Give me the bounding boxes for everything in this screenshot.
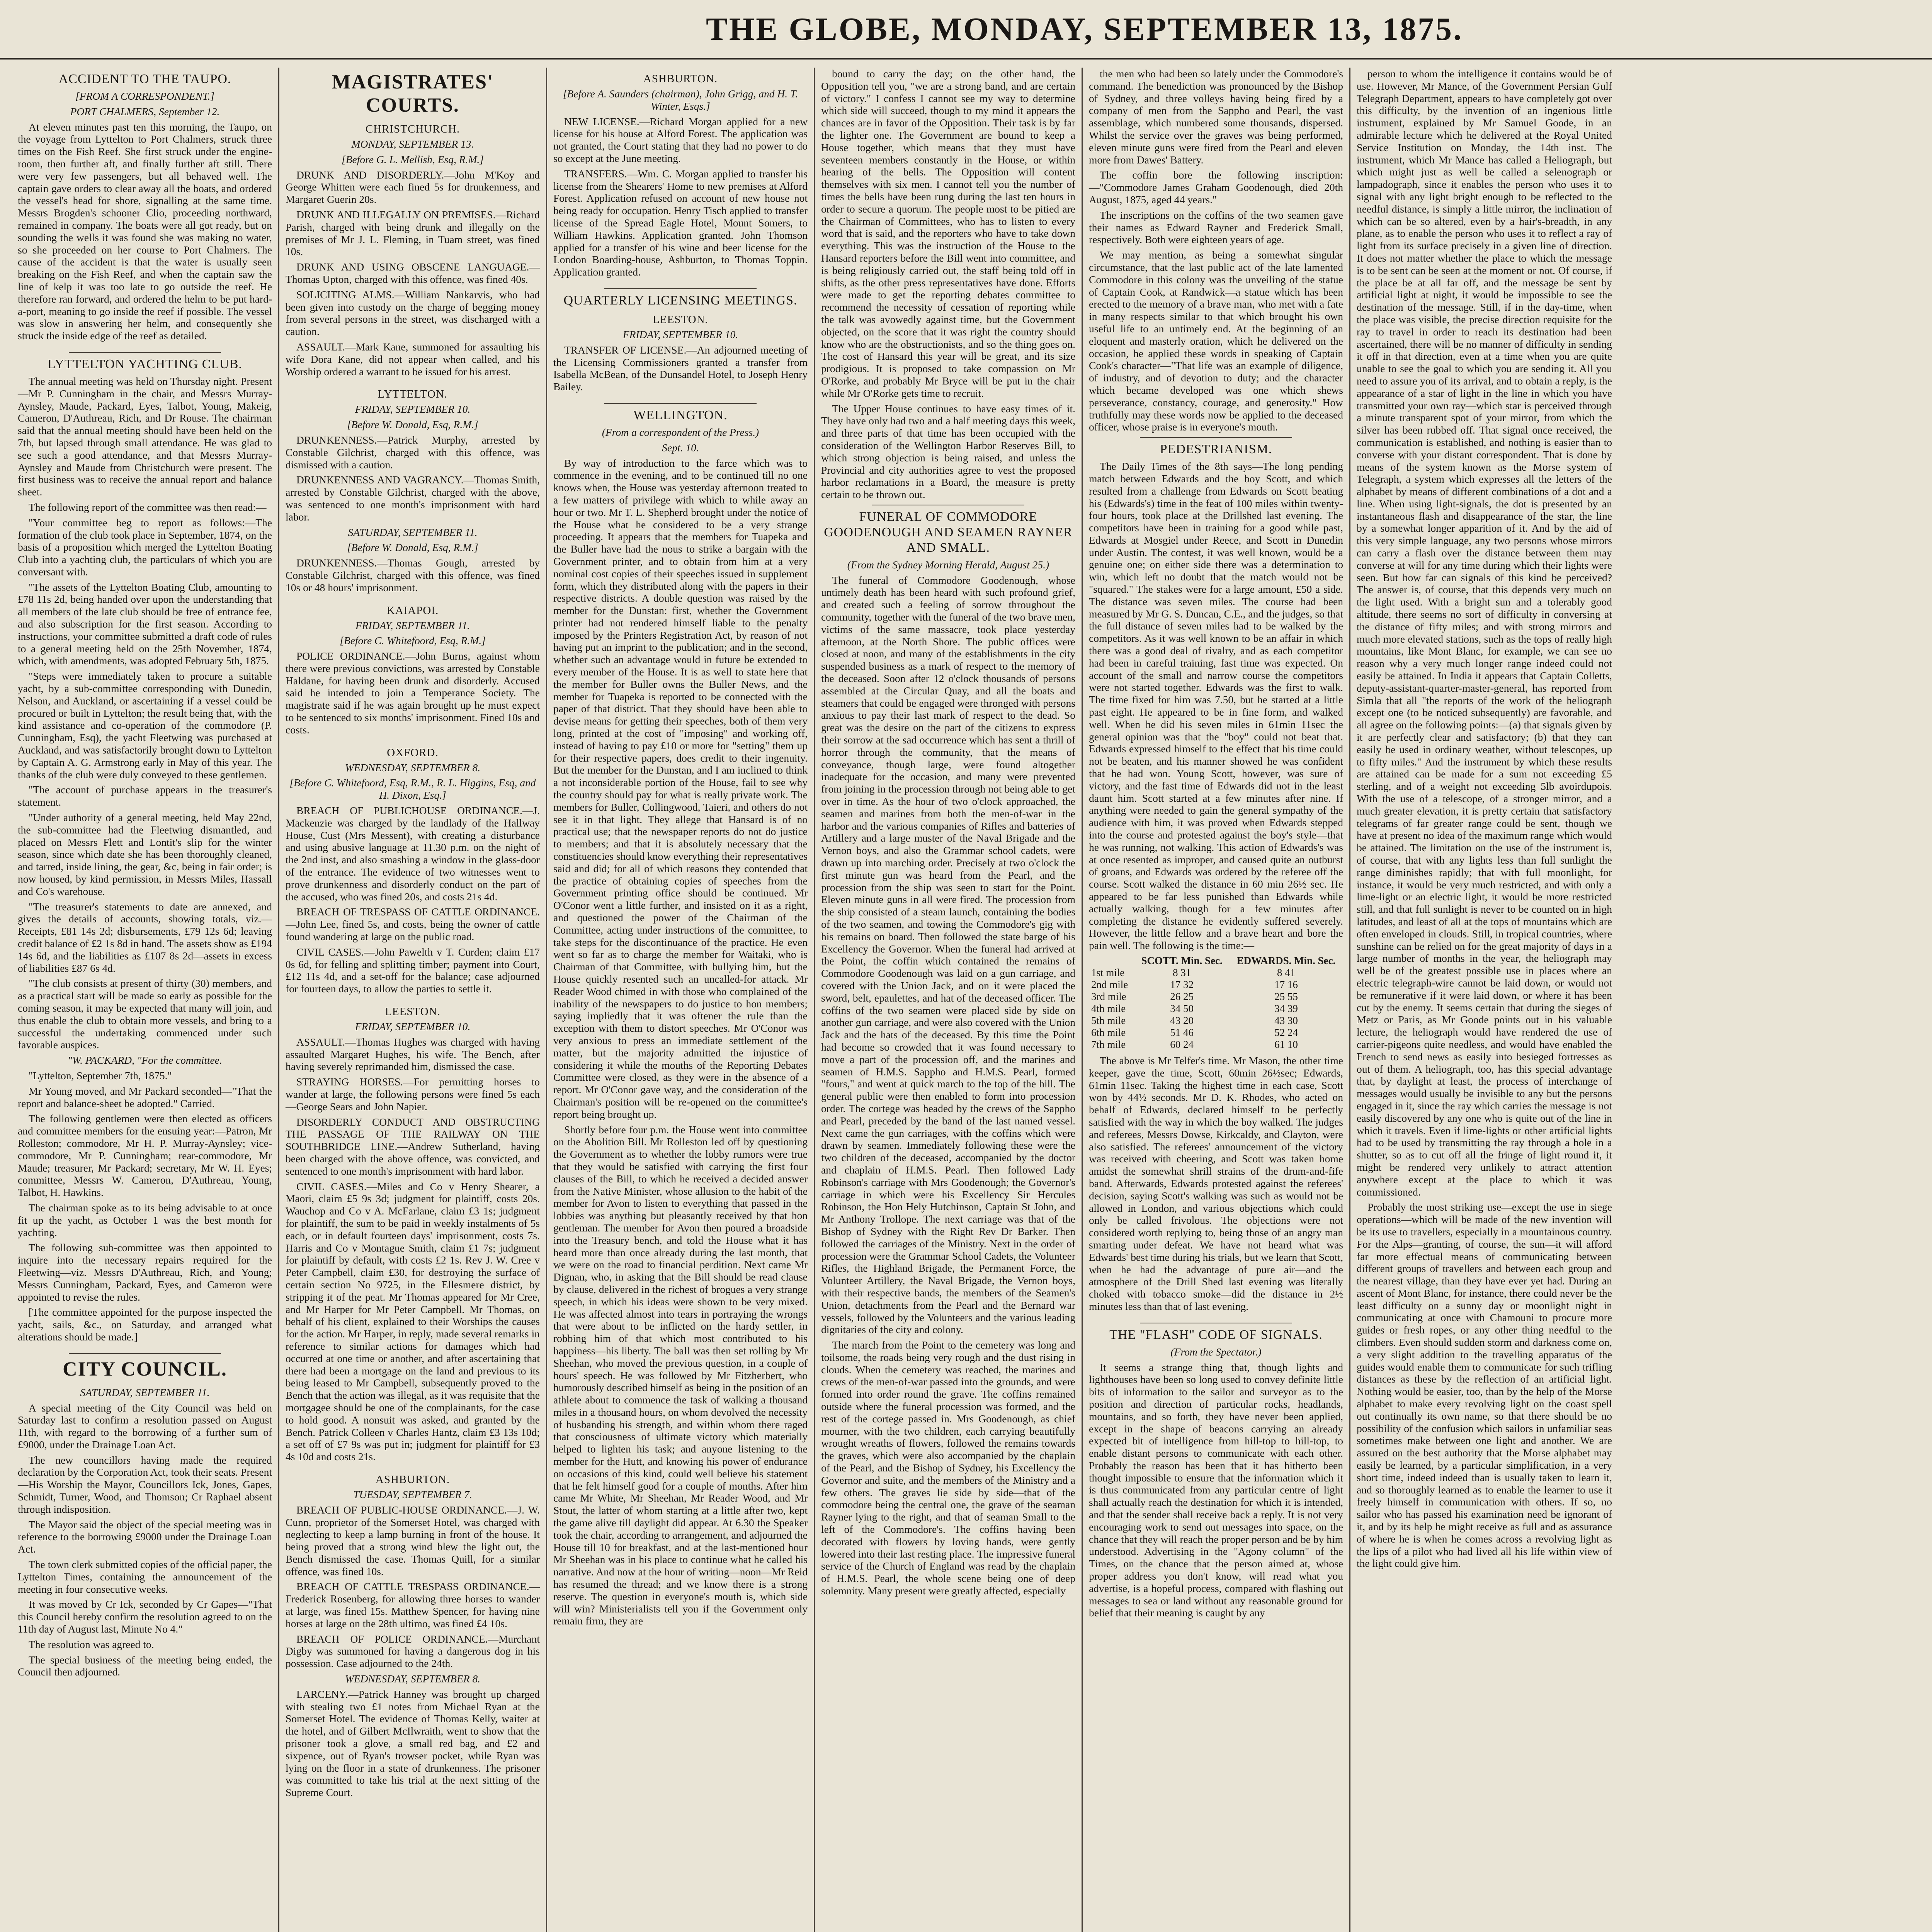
article-dateline: PORT CHALMERS, September 12. xyxy=(70,105,220,117)
court-location: CHRISTCHURCH. xyxy=(365,123,460,135)
paragraph: At eleven minutes past ten this morning, the Taupo, on the voyage from Lyttelton to Port Chalmers, struck three times on the Fish Reef. She first struck under the engine-room, then further aft, and finally further aft still. There were very few passengers, but all behaved well. The captain gave orders to clear away all the boats, and ordered the vessel's head for shore, signalling at the same time. Messrs Brogden's schooner Clio, proceeding northward, remained in company. The boats were all got ready, but on sounding the wells it was found she was making no water, so she proceeded on her course to Port Chalmers. The cause of the accident is that the water is usually seen breaking on the Fish Reef, and when the captain saw the line of kelp it was too late to go outside the reef. He therefore ran forward, and ordered the helm to be put hard-a-port, meaning to go inside the reef if possible. The vessel was slow in answering her helm, and consequently she struck the inside edge of the reef as detailed. xyxy=(18,121,272,342)
table-row xyxy=(1089,979,1343,991)
court-bench: [Before W. Donald, Esq, R.M.] xyxy=(347,418,478,431)
paragraph: "The assets of the Lyttelton Boating Club, amounting to £78 11s 2d, being handed over upon the understanding that all members of the late club should be free of entrance fee, and also subscription for the first season. According to instructions, your committee submitted a draft code of rules to a general meeting held on the 25th November, 1874, which, with amendments, was adopted February 5th, 1875. xyxy=(18,581,272,667)
paragraph: "Lyttelton, September 7th, 1875." xyxy=(29,1069,172,1082)
paragraph: BREACH OF PUBLICHOUSE ORDINANCE.—J. Mackenzie was charged by the landlady of the Hallway House, Cust (Mrs Messent), with creating a disturbance and using abusive language at 11.30 p.m. on the night of the 2nd inst, and also smashing a window in the glass-door of the entrance. The evidence of two witnesses went to prove drunkenness and disorderly conduct on the part of the accused, who was fined 20s, and costs 21s 4d. xyxy=(286,804,540,903)
court-location: LYTTELTON. xyxy=(378,388,448,401)
paragraph: The town clerk submitted copies of the official paper, the Lyttelton Times, containing the announcement of the meeting in four consecutive weeks. xyxy=(18,1558,272,1595)
paragraph: We may mention, as being a somewhat singular circumstance, that the last public act of the late lamented Commodore in this colony was the unveiling of the statue of Captain Cook, at Randwick—a statue which has been erected to the memory of a brave man, who met with a fate in many respects similar to that which brought his own useful life to an untimely end. At the beginning of an eloquent and masterly oration, which he delivered on the occasion, he applied these words in speaking of Captain Cook's character—"That life was an example of diligence, of industry, and of devotion to duty; and the character which became developed was one which shews perseverance, constancy, courage, and generosity." How truthfully may these words now be applied to the deceased officer, whose praise is in everyone's mouth. xyxy=(1089,249,1343,433)
table-cell: 25 55 xyxy=(1274,990,1298,1002)
table-cell: 52 24 xyxy=(1274,1026,1298,1038)
paragraph: bound to carry the day; on the other hand, the Opposition tell you, "we are a strong band, and are certain of victory." I confess I cannot see my way to determine which side will succeed, though to my mind it appears the chances are in favor of the Opposition. Their task is by far the lighter one. The Government are bound to keep a House together, which means that they must have seventeen members constantly in the House, or within hearing of the bells. The Opposition will content themselves with six men. I cannot tell you the number of times the bells have been rung during the last ten hours in order to secure a quorum. The people most to be pitied are the Chairman of Committees, who has to listen to every word that is said, and the reporters who have to take down everything. This was the instruction of the House to the Hansard reporters before the Bill went into committee, and is being religiously carried out, the staff being told off in shifts, as the other press representatives have done. Efforts were made to get the reporting debates committee to recommend the necessity of cessation of reporting while the talk was avowedly against time, but the Government objected, on the score that it was right the country should know who are the obstructionists, and so the thing goes on. The cost of Hansard this year will be great, and its size prodigious. It is proposed to take compassion on Mr O'Rorke, and probably Mr Bryce will be put in the chair while Mr O'Rorke gets time to recruit. xyxy=(821,68,1075,399)
article-title: LYTTELTON YACHTING CLUB. xyxy=(48,357,242,371)
table-header-cell xyxy=(1089,955,1134,967)
court-date: FRIDAY, SEPTEMBER 10. xyxy=(355,1020,471,1033)
article-title: CITY COUNCIL. xyxy=(63,1358,227,1380)
column-3 xyxy=(547,68,815,1932)
paragraph: ASSAULT.—Thomas Hughes was charged with having assaulted Margaret Hughes, his wife. The Bench, after having severely reprimanded him, dismissed the case. xyxy=(286,1036,540,1073)
article-city-council xyxy=(18,1358,272,1679)
paragraph: The following sub-committee was then appointed to inquire into the necessary repairs required for the Fleetwing—viz. Messrs D'Authreau, Rich, and Young; Messrs Cunningham, Packard, Eyes, and Cameron were appointed to revise the rules. xyxy=(18,1242,272,1303)
court-location: ASHBURTON. xyxy=(375,1473,450,1486)
court-bench: [Before C. Whitefoord, Esq, R.M.] xyxy=(340,634,486,647)
article-title: THE "FLASH" CODE OF SIGNALS. xyxy=(1109,1327,1323,1342)
court-bench: [Before G. L. Mellish, Esq, R.M.] xyxy=(342,153,484,165)
table-cell: 34 50 xyxy=(1170,1002,1194,1014)
paragraph: The Mayor said the object of the special meeting was in reference to the borrowing £9000 under the Drainage Loan Act. xyxy=(18,1518,272,1555)
table-cell: 1st mile xyxy=(1091,966,1125,978)
court-date: WEDNESDAY, SEPTEMBER 8. xyxy=(345,761,481,774)
signature: "W. PACKARD, "For the committee. xyxy=(68,1054,222,1066)
court-date: MONDAY, SEPTEMBER 13. xyxy=(351,138,474,150)
paragraph: STRAYING HORSES.—For permitting horses to wander at large, the following persons were fined 5s each—George Sears and John Napier. xyxy=(286,1076,540,1112)
paragraph: The above is Mr Telfer's time. Mr Mason, the other time keeper, gave the time, Scott, 60min 26½sec; Edwards, 61min 11sec. Taking the highest time in each case, Scott won by 44½ seconds. Mr D. K. Rhodes, who acted on behalf of Edwards, declared himself to be perfectly satisfied with the way in which the boy walked. The judges and referees, Messrs Dowse, Kirkcaldy, and Clayton, were also satisfied. The referees' announcement of the victory was received with cheering, and Scott was taken home amidst the somewhat shrill strains of the drum-and-fife band. Afterwards, Edwards protested against the referees' decision, saying Scott's walking was such as would not be allowed in London, and various objections which could only be called frivolous. The objections were not considered worth replying to, being those of an angry man smarting under defeat. We have not heard what was Edwards' best time during his trials, but we learn that Scott, when he had the advantage of pure air—and the atmosphere of the Drill Shed last evening was literally choked with tobacco smoke—did the distance in 2½ minutes less than that of last evening. xyxy=(1089,1054,1343,1312)
column-1 xyxy=(12,68,279,1932)
paragraph: DRUNKENNESS AND VAGRANCY.—Thomas Smith, arrested by Constable Gilchrist, charged with the above, was sentenced to one month's imprisonment with hard labor. xyxy=(286,474,540,523)
paragraph: CIVIL CASES.—Miles and Co v Henry Shearer, a Maori, claim £5 9s 3d; judgment for plaintiff, costs 20s. Wauchop and Co v A. McFarlane, claim £3 1s; judgment for plaintiff, the sum to be paid in weekly instalments of 5s each, or in default fourteen days' imprisonment, costs 7s. Harris and Co v Montague Smith, claim £1 7s; judgment for plaintiff by default, with costs £2 1s. Rev J. W. Cree v Peter Campbell, claim £30, for destroying the surface of certain section No 9725, in the Ellesmere district, by stripping it of the peat. Mr Thomas appeared for Mr Cree, and Mr Harper for Mr Peter Campbell. Mr Thomas, on behalf of his client, explained to their Worships the causes for the action. Mr Harper, in reply, made several remarks in reference to similar actions for damages which had occurred at one time or another, and after ascertaining that there had been a mortgage on the land and previous to its being leased to Mr Campbell, subsequently proved to the Bench that the action was illegal, as it was requisite that the mortgagee should be one of the complainants, for the case to hold good. A nonsuit was asked, and granted by the Bench. Patrick Colleen v Charles Hantz, claim £3 13s 10d; a set off of £7 9s was put in; judgment for plaintiff for £3 4s 10d and costs 21s. xyxy=(286,1180,540,1463)
court-ashburton xyxy=(286,1473,540,1799)
paragraph: A special meeting of the City Council was held on Saturday last to confirm a resolution passed on August 11th, with regard to the borrowing of a further sum of £9000, under the Drainage Loan Act. xyxy=(18,1401,272,1451)
court-location: KAIAPOI. xyxy=(386,604,439,617)
table-cell: 6th mile xyxy=(1091,1026,1126,1038)
divider xyxy=(69,352,221,353)
section-title: MAGISTRATES' COURTS. xyxy=(332,71,494,116)
paragraph: DRUNK AND USING OBSCENE LANGUAGE.—Thomas Upton, charged with this offence, was fined 40s. xyxy=(286,261,540,285)
court-location: ASHBURTON. xyxy=(643,73,718,85)
masthead: THE GLOBE, MONDAY, SEPTEMBER 13, 1875. xyxy=(0,0,1932,60)
paragraph: POLICE ORDINANCE.—John Burns, against whom there were previous convictions, was arrested by Constable Haldane, for having been drunk and disorderly. Accused said he intended to join a Temperance Society. The magistrate said if he was again brought up he must expect to be sentenced to six months' imprisonment. Fined 10s and costs. xyxy=(286,650,540,736)
paragraph: It seems a strange thing that, though lights and lighthouses have been so long used to convey definite little bits of information to the sailor and surveyor as to the position and direction of particular rocks, headlands, mountains, and so forth, they have never been applied, except in the shape of beacons carrying an already expected bit of intelligence from hill-top to hill-top, to enable distant persons to communicate with each other. Probably the reason has been that it has hitherto been thought impossible to ensure that the information which it is thus communicated from any particular centre of light shall actually reach the destination for which it is intended, and that the sender shall receive back a reply. It is not very encouraging work to send out messages into space, on the chance that they will reach the proper person and be by him understood. Advertising in the "Agony column" of the Times, on the chance that the person aimed at, whose proper address you don't know, will read what you advertise, is a hopeful process, compared with flashing out messages to sea or land without any reasonable ground for belief that their meaning is caught by any xyxy=(1089,1361,1343,1619)
article-source: (From the Sydney Morning Herald, August 25.) xyxy=(847,558,1049,571)
court-lyttelton xyxy=(286,388,540,594)
paragraph: "The treasurer's statements to date are annexed, and gives the details of accounts, showing totals, viz.—Receipts, £81 14s 2d; disbursements, £79 12s 6d; leaving credit balance of £2 1s 8d in hand. The assets show as £194 14s 6d, and the liabilities as £107 8s 2d—assets in excess of liabilities £87 6s 4d. xyxy=(18,900,272,974)
article-title: QUARTERLY LICENSING MEETINGS. xyxy=(563,293,798,308)
paragraph: "Steps were immediately taken to procure a suitable yacht, by a sub-committee corresponding with Dunedin, Nelson, and Auckland, or ascertaining if a vessel could be procured or built in Lyttelton; the result being that, with the kind assistance and co-operation of the commodore (P. Cunningham, Esq), the yacht Fleetwing was purchased at Auckland, and was satisfactorily brought down to Lyttelton by Captain A. G. Armstrong early in May of this year. The thanks of the club were duly conveyed to these gentlemen. xyxy=(18,670,272,781)
paragraph: The funeral of Commodore Goodenough, whose untimely death has been heard with such profound grief, and created such a feeling of sorrow throughout the community, together with the funeral of the two brave men, victims of the same massacre, took place yesterday afternoon, at the North Shore. The public offices were closed at noon, and many of the establishments in the city suspended business as a mark of respect to the memory of the deceased. Soon after 12 o'clock thousands of persons assembled at the Circular Quay, and all the boats and steamers that could be engaged were thronged with persons anxious to pay their last mark of respect to the dead. So great was the desire on the part of the citizens to express their sorrow at the sad occurrence which has sent a thrill of horror through the community, that the means of conveyance, though large, were found altogether inadequate for the occasion, and many were prevented from joining in the procession through not being able to get over in time. As the hour of two o'clock approached, the seamen and marines from both the men-of-war in the harbor and the various companies of Rifles and batteries of Artillery and a large muster of the Naval Brigade and the Vernon boys, and also the Grammar school cadets, were drawn up into marching order. Precisely at two o'clock the first minute gun was heard from the Pearl, and the procession from the ship was seen to start for the Point. Eleven minute guns in all were fired. The procession from the ship consisted of a steam launch, containing the bodies of the two seamen, and towing the Commodore's gig with his remains on board. Then followed the state barge of his Excellency the Governor. When the funeral had arrived at the Point, the coffin which contained the remains of Commodore Goodenough was laid on a gun carriage, and covered with the Union Jack, and on it were placed the sword, belt, epaulettes, and hat of the deceased officer. The coffins of the two seamen were placed side by side on another gun carriage, and were also covered with the Union Jack and the hats of the deceased. By this time the Point had become so crowded that it was found necessary to move a part of the procession off, and the marines and seamen of H.M.S. Sappho and H.M.S. Pearl, formed "fours," and went at quick march to the top of the hill. The general public were then enabled to form into procession order. The cortege was headed by the crews of the Sappho and Pearl, preceded by the band of the last named vessel. Next came the gun carriages, with the coffins which were drawn by seamen. Immediately following these were the two children of the deceased, accompanied by the doctor and chaplain of H.M.S. Pearl. Then followed Lady Robinson's carriage with Mrs Goodenough; the Governor's carriage in which were his Excellency Sir Hercules Robinson, the Hon Hely Hutchinson, Captain St John, and Mr Anthony Trollope. The next carriage was that of the Bishop of Sydney with the Right Rev Dr Barker. Then followed the carriages of the Ministry. Next in the order of procession were the Grammar School Cadets, the Volunteer Rifles, the Highland Brigade, the Permanent Force, the Volunteer Artillery, the Naval Brigade, the Vernon boys, with their respective bands, the members of the Seamen's Union, detachments from the Pearl and the Bernard war vessels, followed by the Volunteers and the various leading dignitaries of the city and colony. xyxy=(821,574,1075,1336)
table-cell: 5th mile xyxy=(1091,1014,1126,1026)
court-location: LEESTON. xyxy=(385,1005,440,1018)
table-row xyxy=(1089,1027,1343,1039)
paragraph: BREACH OF TRESPASS OF CATTLE ORDINANCE.—John Lee, fined 5s, and costs, being the owner of cattle found wandering at large on the public road. xyxy=(286,906,540,943)
paragraph: "Under authority of a general meeting, held May 22nd, the sub-committee had the Fleetwing dismantled, and placed on Messrs Flett and Lontit's slip for the winter season, since which date she has been thoroughly cleaned, and tarred, inside lining, the gear, &c, being in fair order; is now housed, by kind permission, in Messrs Miles, Hassall and Co's warehouse. xyxy=(18,811,272,897)
paragraph: [The committee appointed for the purpose inspected the yacht, sails, &c., on Saturday, and arranged what alterations should be made.] xyxy=(18,1306,272,1343)
table-header xyxy=(1089,955,1343,967)
paragraph: CIVIL CASES.—John Pawelth v T. Curden; claim £17 0s 6d, for felling and splitting timber; payment into Court, £12 11s 4d, and a set-off for the balance; case adjourned for fourteen days, to allow the parties to settle it. xyxy=(286,946,540,995)
article-funeral-goodenough xyxy=(821,509,1075,1597)
table-cell: 34 39 xyxy=(1274,1002,1298,1014)
table-header-cell: SCOTT. Min. Sec. xyxy=(1141,954,1223,966)
column-4 xyxy=(815,68,1083,1932)
paragraph: SOLICITING ALMS.—William Nankarvis, who had been given into custody on the charge of begging money from several persons in the street, was discharged with a caution. xyxy=(286,288,540,338)
article-dateline: SATURDAY, SEPTEMBER 11. xyxy=(80,1386,210,1398)
table-cell: 4th mile xyxy=(1091,1002,1126,1014)
court-kaiapoi xyxy=(286,604,540,736)
paragraph: person to whom the intelligence it contains would be of use. However, Mr Mance, of the Government Persian Gulf Telegraph Department, appears to have completely got over this difficulty, by the invention of an ingenious little instrument, explained by Mr Samuel Goode, in an admirable lecture which he delivered at the Royal United Service Institution on Monday, the 14th inst. The instrument, which Mr Mance has called a Heliograph, but which might just as well be called a selenograph or lampadograph, since it enables the person who uses it to signal with any light bright enough to be reflected to the needful distance, is simply a little mirror, the inclination of which can be so altered, even by a hair's-breadth, in any plane, as to enable the person who uses it to reflect a ray of light from its surface precisely in a given line of direction. It does not matter whether the place to which the message is to be sent can be seen at the moment or not. Of course, if the place be at all far off, and the message be sent by artificial light at night, it would be impossible to see the destination of the message. Still, if in the day-time, when the place was visible, the precise direction requisite for the ray to travel in order to reach its destination had been ascertained, there will be no manner of difficulty in sending it off in that direction, even at a time when you are quite unable to see the goal to which you are sending it. All you need to assure you of its arrival, and to obtain a reply, is the appearance of a star of light in the line in which you have transmitted your own ray—which star is perceived through a minute transparent spot of your mirror, from which the silver has been rubbed off. That signal once received, the communication is established, and nothing is easier than to converse with your distant correspondent. That is done by means of the system known as the Morse system of Telegraph, a system which expresses all the letters of the alphabet by means of different combinations of a dot and a line. When using light-signals, the dot is presented by an instantaneous flash and disappearance of the star, the line by a somewhat longer apparition of it. And by the aid of this very simple language, any two persons whose mirrors can carry a flash over the distance between them may converse at will for any time during which their lights were seen. But how far can signals of this kind be perceived? The answer is, of course, that this depends very much on the light used. With a bright sun and a tolerably good altitude, there seems no sort of difficulty in conversing at the distance of fifty miles; and with strong mirrors and much more elevated stations, such as the tops of really high mountains, like Mont Blanc, for example, we can see no reason why a very much longer range indeed could not easily be attained. In India it appears that Captain Colletts, deputy-assistant-quarter-master-general, has reported from Simla that all "the reports of the work of the heliograph except one (to be noticed subsequently) are favorable, and all agree on the following points:—(a) that signals given by it are perfectly clear and satisfactory; (b) that they can easily be used in ordinary weather, without telescopes, up to fifty miles." And the instrument by which these results are attained can be made for a sum not exceeding £5 sterling, and of a weight not exceeding 5lb avoirdupois. With the use of a telescope, of a stronger mirror, and a much greater elevation, it is pretty certain that satisfactory telegrams of far greater range could be sent, though we have at present no idea of the maximum range which would be attained. The limitation on the use of the instrument is, of course, that with any lights less than full sunlight the range diminishes rapidly; that with full moonlight, for instance, it would be very much restricted, and with only a lime-light or an electric light, it would be more restricted still, and that full sunlight is never to be counted on in high latitudes, and least of all at the tops of mountains which are often enveloped in clouds. Still, in tropical countries, where sunshine can be relied on for the great majority of days in a large number of months in the year, the heliograph may well be of the greatest possible use in places where an electric telegraph-wire cannot be laid down, or would not be remunerative if it were laid down, or where it has been cut by the enemy. It seems certain that during the sieges of Metz or Paris, as Mr Goode points out in his valuable lecture, the heliograph would have rendered the use of carrier-pigeons quite needless, and would have enabled the French to send news as easily into besieged fortresses as out of them. A heliograph, too, has this special advantage that, by daylight at least, the process of interchange of messages would usually be invisible to any but the persons engaged in it, since the ray which carries the message is not easily discovered by any one who is quite out of the line in which it travels. Even if lime-lights or other artificial lights had to be used by transmitting the ray through a hole in a shutter, so as to cut off all the fringe of light round it, it might be rendered very unlikely to attract attention anywhere except at the place to which it was commissioned. xyxy=(1357,68,1612,1198)
article-pedestrianism xyxy=(1089,442,1343,1313)
court-location: OXFORD. xyxy=(387,746,439,759)
paragraph: DRUNK AND DISORDERLY.—John M'Koy and George Whitten were each fined 5s for drunkenness, and Margaret Guerin 20s. xyxy=(286,168,540,206)
paragraph: "Your committee beg to report as follows:—The formation of the club took place in September, 1874, on the basis of a proposition which merged the Lyttelton Boating Club into a yachting club, the particulars of which you are conversant with. xyxy=(18,516,272,578)
paragraph: The inscriptions on the coffins of the two seamen gave their names as Edward Rayner and Frederick Small, respectively. Both were eighteen years of age. xyxy=(1089,209,1343,246)
table-cell: 26 25 xyxy=(1170,990,1194,1002)
table-cell: 17 32 xyxy=(1170,978,1194,990)
table-row xyxy=(1089,1003,1343,1015)
paragraph: DRUNK AND ILLEGALLY ON PREMISES.—Richard Parish, charged with being drunk and illegally on the premises of Mr J. L. Fleming, in Tuam street, was fined 10s. xyxy=(286,208,540,258)
paragraph: the men who had been so lately under the Commodore's command. The benediction was pronounced by the Bishop of Sydney, and three volleys having being fired by a company of men from the Sappho and Pearl, the vast assemblage, which numbered some thousands, dispersed. Whilst the service over the graves was being performed, eleven minute guns were fired from the Pearl and eleven more from Dawes' Battery. xyxy=(1089,68,1343,166)
court-christchurch xyxy=(286,122,540,378)
court-date: SATURDAY, SEPTEMBER 11. xyxy=(348,526,478,538)
paragraph: TRANSFERS.—Wm. C. Morgan applied to transfer his license from the Shearers' Home to new premises at Alford Forest. Application refused on account of new house not being ready for occupation. Henry Tisch applied to transfer license of the Spread Eagle Hotel, Mount Somers, to William Hawkins. Application granted. John Thomson applied for a transfer of his wine and beer license for the London Boarding-house, Ashburton, to Thomas Toppin. Application granted. xyxy=(553,167,808,278)
table-row xyxy=(1089,967,1343,979)
paragraph: The following report of the committee was then read:— xyxy=(29,501,267,513)
paragraph: LARCENY.—Patrick Hanney was brought up charged with stealing two £1 notes from Michael Ryan at the Somerset Hotel. The evidence of Thomas Kelly, waiter at the hotel, and of Gilbert McIlwraith, went to show that the prisoner took a glove, a small red bag, and £2 and sixpence, out of Ryan's trowser pocket, while Ryan was lying on the floor in a state of drunkenness. The prisoner was committed to take his trial at the next sitting of the Supreme Court. xyxy=(286,1688,540,1799)
paragraph: The coffin bore the following inscription:—"Commodore James Graham Goodenough, died 20th August, 1875, aged 44 years." xyxy=(1089,169,1343,206)
page-columns xyxy=(12,68,1932,1932)
paragraph: NEW LICENSE.—Richard Morgan applied for a new license for his house at Alford Forest. The application was not granted, the Court stating that they had no power to do so except at the June meeting. xyxy=(553,115,808,164)
table-cell: 43 30 xyxy=(1274,1014,1298,1026)
article-flash-code xyxy=(1089,1327,1343,1619)
paragraph: "The club consists at present of thirty (30) members, and as a practical start will be made so early as possible for the coming season, it may be expected that many will join, and thus enable the club to obtain more vessels, and bring to a successful the undertaking commenced under such favorable auspices. xyxy=(18,977,272,1051)
paragraph: Shortly before four p.m. the House went into committee on the Abolition Bill. Mr Rolleston led off by questioning the Government as to whether the lobby rumors were true that they would be satisfied with carrying the first four clauses of the Bill, to which he received a decided answer from the Native Minister, whose allusion to the habit of the member for Avon to listen to everything that passed in the lobbies was anything but pleasantly received by that hon gentleman. The member for Avon then poured a broadside into the Treasury bench, and told the House what it has heard more than once already during the last month, that we were on the road to financial perdition. Next came Mr Dignan, who, in asking that the Bill should be read clause by clause, delivered in the richest of brogues a very strange speech, in which his ideas were shown to be very mixed. He was affected almost into tears in portraying the wrongs that were about to be inflicted on the hardy settler, in robbing him of that which most contributed to his happiness—his liberty. The ball was then set rolling by Mr Sheehan, who moved the previous question, in a couple of hours' speech. He was followed by Mr Fitzherbert, who humorously described himself as being in the position of an athlete about to commence the task of walking a thousand miles in a thousand hours, on whom devolved the necessity of husbanding his strength, and within whom there raged that consciousness of ultimate victory which materially helped to lighten his task; and anyone listening to the member for the Hutt, and knowing his power of endurance on occasions of this kind, could well believe his statement that he felt himself good for a couple of months. After him came Mr White, Mr Sheehan, Mr Reader Wood, and Mr Stout, the latter of whom starting at a little after two, kept the game alive till daylight did appear. At 6.30 the Speaker took the chair, according to arrangement, and adjourned the House till 10 for breakfast, and at the last-mentioned hour Mr Sheehan was in his place to continue what he called his narrative. And now at the hour of writing—noon—Mr Reid has resumed the thread; and we know there is a strong reserve. The question in everyone's mouth is, which side will win? Ministerialists tell you if the Government only remain firm, they are xyxy=(553,1123,808,1627)
court-date: FRIDAY, SEPTEMBER 10. xyxy=(622,328,738,340)
court-bench: [Before C. Whitefoord, Esq, R.M., R. L. Higgins, Esq, and H. Dixon, Esq.] xyxy=(289,777,536,801)
paragraph: Mr Young moved, and Mr Packard seconded—"That the report and balance-sheet be adopted." Carried. xyxy=(18,1085,272,1109)
article-byline: [FROM A CORRESPONDENT.] xyxy=(75,90,214,102)
paragraph: BREACH OF POLICE ORDINANCE.—Murchant Digby was summoned for having a dangerous dog in his possession. Case adjourned to the 24th. xyxy=(286,1633,540,1670)
table-header-cell: EDWARDS. Min. Sec. xyxy=(1236,954,1336,966)
table-cell: 60 24 xyxy=(1170,1038,1194,1050)
article-dateline: Sept. 10. xyxy=(662,441,699,454)
table-cell: 8 41 xyxy=(1277,966,1296,978)
column-5 xyxy=(1083,68,1350,1932)
paragraph: "The account of purchase appears in the treasurer's statement. xyxy=(18,784,272,808)
court-bench: [Before W. Donald, Esq, R.M.] xyxy=(347,541,478,554)
paragraph: DRUNKENNESS.—Patrick Murphy, arrested by Constable Gilchrist, charged with this offence, was dismissed with a caution. xyxy=(286,434,540,471)
paragraph: Probably the most striking use—except the use in siege operations—which will be made of the new invention will be its use to travellers, especially in a mountainous country. For the Alps—granting, of course, the sun—it will afford far more effectual means of communicating between different groups of travellers and between each group and the nearest village, than they have ever yet had. During an ascent of Mont Blanc, for instance, there could never be the least difficulty on a sunny day or moonlight night in communicating at once with Chamouni to procure more guides or fresh ropes, or any other thing needful to the climbers. Even should sudden storm and darkness come on, a very slight addition to the travelling apparatus of the guides would enable them to communicate for such trifling distances as these by the reflection of an artificial light. Nothing would be easier, too, than by the help of the Morse alphabet to make every revolving light on the coast spell out continually its own name, so that there should be no possibility of the confusion which sailors in unfamiliar seas sometimes make between one light and another. We are assured on the best authority that the Morse alphabet may easily be learned, by a particular simplification, in a very short time, indeed indeed than is usually taken to learn it, and so thoroughly learned as to enable the learner to use it freely himself in communication with others. If so, no sailor who has passed his examination need be ignorant of it, and by its help he might receive as full and as assurance of where he is when he comes across a revolving light as the lips of a pilot who had lived all his life within view of the light could give him. xyxy=(1357,1201,1612,1570)
paragraph: By way of introduction to the farce which was to commence in the evening, and to be continued till no one knows when, the House was yesterday afternoon treated to a few matters of privilege with which to while away an hour or two. Mr T. L. Shepherd brought under the notice of the House what he considered to be a very strange proceeding. It appears that the members for Tuapeka and the Buller have had the nous to strike a bargain with the Government printer, and to obtain from him at a very nominal cost copies of their speeches issued in supplement form, which they distributed along with the papers in their respective districts. A double question was raised by the member for the Dunstan: first, whether the Government printer had not rendered himself liable to the penalty imposed by the Printers Registration Act, by reason of not having put an imprint to the publication; and in the second, whether such an advantage would in future be extended to every member of the House. It is as well to state here that the member for Buller owns the Buller News, and the member for Tuapeka is reported to be connected with the paper of that district. That they should have been able to devise means for getting their speeches, both of them very long, printed at the cost of "imposing" and working off, instead of having to pay £10 or more for "setting" them up for their respective papers, does credit to their ingenuity. But the member for the Dunstan, and I am inclined to think a not inconsiderable portion of the House, fail to see why the country should pay for what is really private work. The members for Buller, Collingwood, Taieri, and others do not see it in that light. They allege that Hansard is of no practical use; that the newspaper reports do not do justice to members; and that it is absolutely necessary that the constituencies should know everything their representatives said and did; for all of which reasons they contended that the practice of obtaining copies of speeches from the Government printing office should be continued. Mr O'Conor went a little further, and insisted on it as a right, and questioned the power of the Chairman of the Committee, acting under instructions of the committee, to take steps for the discontinuance of the practice. He even went so far as to charge the member for Waitaki, who is Chairman of that Committee, with bullying him, but the House quickly resented such an uncalled-for attack. Mr Reader Wood chimed in with those who complained of the inability of the newspapers to do justice to hon members; saying impliedly that it was oftener the rule than the exception with them to distort speeches. Mr O'Conor was very anxious to press an immediate settlement of the matter, but the majority admitted the injustice of considering it while the mouths of the Reporting Debates Committee were closed, as they were in the absence of a report. Mr O'Conor gave way, and the consideration of the Chairman's position will be re-opened on the committee's report being brought up. xyxy=(553,457,808,1120)
article-byline: (From a correspondent of the Press.) xyxy=(602,426,759,438)
table-cell: 3rd mile xyxy=(1091,990,1126,1002)
article-accident-taupo xyxy=(18,71,272,342)
paragraph: The chairman spoke as to its being advisable to at once fit up the yacht, as October 1 was the best month for yachting. xyxy=(18,1201,272,1238)
paragraph: ASSAULT.—Mark Kane, summoned for assaulting his wife Dora Kane, did not appear when called, and his Worship ordered a warrant to be issued for his arrest. xyxy=(286,340,540,378)
paragraph: DISORDERLY CONDUCT AND OBSTRUCTING THE PASSAGE OF THE RAILWAY ON THE SOUTHBRIDGE LINE.—Andrew Sutherland, having been charged with the above offence, was convicted, and sentenced to one month's imprisonment with hard labor. xyxy=(286,1116,540,1177)
article-title: WELLINGTON. xyxy=(633,408,728,422)
table-cell: 61 10 xyxy=(1274,1038,1298,1050)
court-date: WEDNESDAY, SEPTEMBER 8. xyxy=(345,1673,481,1685)
divider xyxy=(604,288,757,289)
court-date: TUESDAY, SEPTEMBER 7. xyxy=(353,1488,472,1500)
licensing-ashburton xyxy=(553,72,808,278)
article-yachting-club xyxy=(18,357,272,1343)
court-leeston xyxy=(286,1005,540,1463)
court-location: LEESTON. xyxy=(653,313,708,326)
table-cell: 8 31 xyxy=(1172,966,1191,978)
paragraph: The special business of the meeting being ended, the Council then adjourned. xyxy=(18,1653,272,1678)
table-cell: 7th mile xyxy=(1091,1038,1126,1050)
article-source: (From the Spectator.) xyxy=(1170,1345,1262,1358)
paragraph: BREACH OF PUBLIC-HOUSE ORDINANCE.—J. W. Cunn, proprietor of the Somerset Hotel, was charged with neglecting to keep a lamp burning in front of the house. It being proved that a strong wind blew the light out, the Bench dismissed the case. Thomas Quill, for a similar offence, was fined 10s. xyxy=(286,1503,540,1577)
court-oxford xyxy=(286,746,540,995)
table-cell: 51 46 xyxy=(1170,1026,1194,1038)
divider xyxy=(69,1353,221,1354)
court-bench: [Before A. Saunders (chairman), John Grigg, and H. T. Winter, Esqs.] xyxy=(563,88,798,112)
table-cell: 17 16 xyxy=(1274,978,1298,990)
table-row xyxy=(1089,991,1343,1003)
article-title: PEDESTRIANISM. xyxy=(1160,442,1272,457)
paragraph: BREACH OF CATTLE TRESPASS ORDINANCE.—Frederick Rosenberg, for allowing three horses to wander at large, was fined 15s. Matthew Spencer, for having nine horses at large on the 28th ultimo, was fined £4 10s. xyxy=(286,1580,540,1629)
court-date: FRIDAY, SEPTEMBER 10. xyxy=(355,403,471,415)
paragraph: The annual meeting was held on Thursday night. Present—Mr P. Cunningham in the chair, and Messrs Murray-Aynsley, Maude, Packard, Eyes, Talbot, Young, Makeig, Cameron, D'Authreau, Rich, and Dr Rouse. The chairman said that the annual meeting should have been held on the 7th, but lapsed through small attendance. He was glad to see such a good attendance, and that Messrs Murray-Aynsley and Maude from Christchurch were present. The first business was to receive the annual report and balance sheet. xyxy=(18,375,272,498)
paragraph: The following gentlemen were then elected as officers and committee members for the ensuing year:—Patron, Mr Rolleston; commodore, Mr H. P. Murray-Aynsley; vice-commodore, Mr P. Cunningham; rear-commodore, Mr Maude; treasurer, Mr Packard; secretary, Mr W. H. Eyes; committee, Messrs W. Cameron, D'Authreau, Young, Talbot, H. Hawkins. xyxy=(18,1112,272,1199)
licensing-meetings xyxy=(553,293,808,393)
table-row xyxy=(1089,1015,1343,1027)
table-row xyxy=(1089,1039,1343,1051)
divider xyxy=(604,403,757,404)
paragraph: The march from the Point to the cemetery was long and toilsome, the roads being very rough and the dust rising in clouds. When the cemetery was reached, the marines and crews of the men-of-war passed into the grounds, and were formed into order round the grave. The coffins remained outside where the funeral procession was formed, and the rest of the cortege passed in. Mrs Goodenough, as chief mourner, with the two children, each carrying beautifully wrought wreaths of flowers, followed the remains towards the graves, which were also accompanied by the chaplain of the Pearl, and the Bishop of Sydney, his Excellency the Governor and suite, and the members of the Ministry and a few others. The graves lie side by side—that of the commodore being the central one, the grave of the seaman Rayner lying to the right, and that of seaman Small to the left of the Commodore's. The coffins having been decorated with flowers by loving hands, were gently lowered into their last resting place. The impressive funeral service of the Church of England was read by the chaplain of H.M.S. Pearl, the whole scene being one of deep solemnity. Many present were greatly affected, especially xyxy=(821,1339,1075,1597)
paragraph: TRANSFER OF LICENSE.—An adjourned meeting of the Licensing Commissioners granted a transfer from Isabella McBean, of the Dunsandel Hotel, to Joseph Henry Bailey. xyxy=(553,344,808,393)
court-date: FRIDAY, SEPTEMBER 11. xyxy=(355,619,470,631)
table-cell: 2nd mile xyxy=(1091,978,1128,990)
column-2 xyxy=(279,68,547,1932)
article-wellington xyxy=(553,408,808,1627)
paragraph: It was moved by Cr Ick, seconded by Cr Gapes—"That this Council hereby confirm the resolution agreed to on the 11th day of August last, Minute No 4." xyxy=(18,1598,272,1635)
divider xyxy=(1140,437,1293,438)
article-title: FUNERAL OF COMMODORE GOODENOUGH AND SEAMEN RAYNER AND SMALL. xyxy=(824,509,1073,555)
paragraph: The Daily Times of the 8th says—The long pending match between Edwards and the boy Scott, and which resulted from a challenge from Edwards on Scott beating his (Edwards's) time in the feat of 100 miles within twenty-four hours, took place at the Drillshed last evening. The competitors have been in training for a good while past, Edwards at Mosgiel under Reece, and Scott in Dunedin under Austin. The contest, it was well known, would be a genuine one; on either side there was a determination to win, which left no doubt that the match would not be "squared." The stakes were for a large amount, £50 a side. The distance was seven miles. The course had been measured by Mr G. S. Duncan, C.E., and the judges, so that the full distance of seven miles had to be walked by the competitors. As it was well known to be an affair in which there was a good deal of rivalry, and as each competitor had been in careful training, fast time was expected. On account of the small and narrow course the competitors were not started together. Edwards was the first to walk. The time fixed for him was 7.50, but he started at a little past eight. He appeared to be in fine form, and walked well. When he did his seven miles in 61min 11sec the general opinion was that the "boy" could not beat that. Edwards expressed himself to the effect that his time could not be beaten, and his manner showed he was confident that he had won. Young Scott, however, was sure of victory, and the fast time of Edwards did not in the least daunt him. Scott started at a few minutes after nine. If anything were needed to gain the general sympathy of the audience with him, it was proved when Edwards stepped into the course and protested against the boy's style—that he was running, not walking. This action of Edwards's was at once resented as improper, and caused quite an outburst of groans, and Edwards was ordered by the referee off the course. Scott walked the distance in 60 min 26½ sec. He appeared to be far less punished than Edwards while actually walking, though for a few minutes after completing the distance he evidently suffered severely. However, the little fellow and a brave heart and bore the pain well. The following is the time:— xyxy=(1089,460,1343,952)
table-cell: 43 20 xyxy=(1170,1014,1194,1026)
paragraph: The resolution was agreed to. xyxy=(29,1638,154,1650)
results-table xyxy=(1089,955,1343,1051)
paragraph: DRUNKENNESS.—Thomas Gough, arrested by Constable Gilchrist, charged with this offence, was fined 10s or 48 hours' imprisonment. xyxy=(286,557,540,594)
paragraph: The Upper House continues to have easy times of it. They have only had two and a half meeting days this week, and three parts of that time has been occupied with the consideration of the Wellington Harbor Reserves Bill, to which strong objection is being raised, and unless the Provincial and city authorities agree to vest the proposed harbor reclamations in a Board, the measure is pretty certain to be thrown out. xyxy=(821,402,1075,501)
column-6 xyxy=(1350,68,1618,1932)
article-title: ACCIDENT TO THE TAUPO. xyxy=(58,72,231,86)
paragraph: The new councillors having made the required declaration by the Corporation Act, took their seats. Present—His Worship the Mayor, Councillors Ick, Jones, Gapes, Schmidt, Turner, Wood, and Thomson; Cr Raphael absent through indisposition. xyxy=(18,1454,272,1515)
